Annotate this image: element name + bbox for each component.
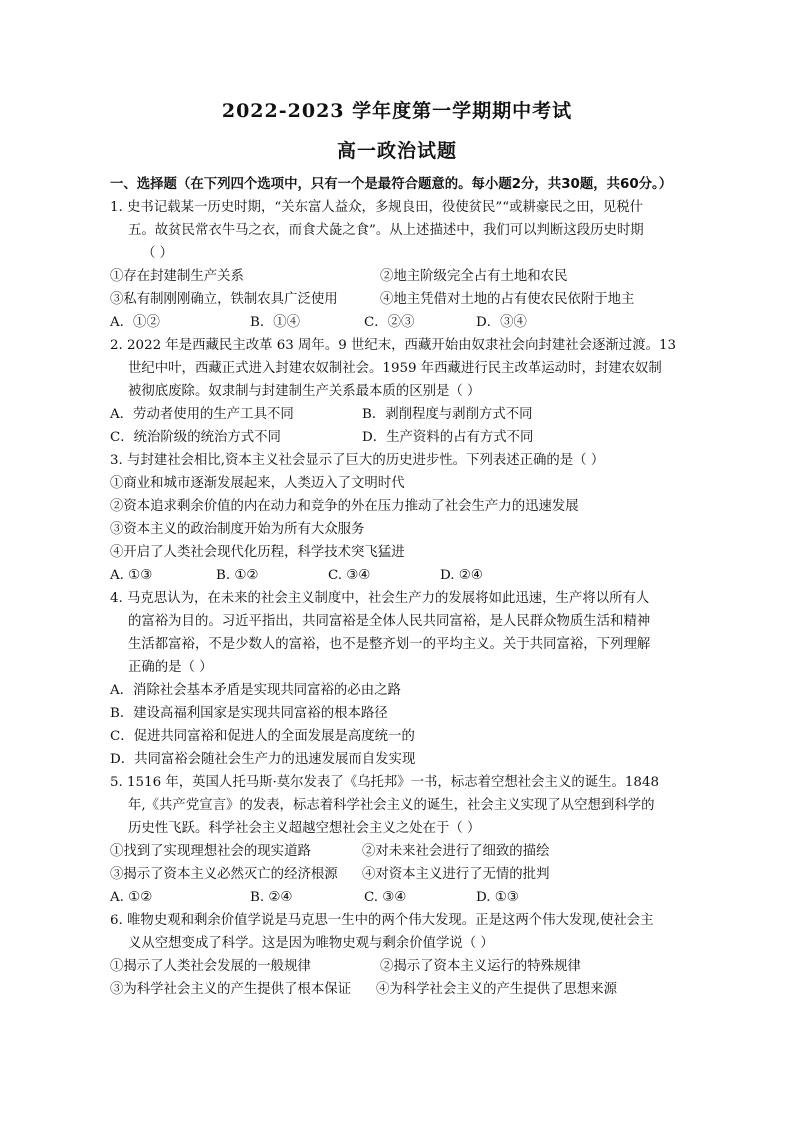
option-b: B．剥削程度与剥削方式不同 [362, 407, 533, 422]
question-text: 1. 史书记载某一历史时期，“关东富人益众，多规良田，役使贫民”“或耕豪民之田，见税什 [110, 200, 644, 215]
option-b: B. ②④ [250, 890, 293, 905]
option-c: C．②③ [364, 315, 415, 330]
option-c: C．统治阶级的统治方式不同 [110, 430, 281, 445]
statement: ①揭示了人类社会发展的一般规律 [110, 959, 311, 974]
option-a: A．①② [110, 315, 160, 330]
option-d: D. ②④ [440, 568, 483, 583]
question-text: 世纪中叶，西藏正式进入封建农奴制社会。1959 年西藏进行民主改革运动时，封建农奴制 [128, 361, 662, 376]
statement: ②对未来社会进行了细致的描绘 [362, 844, 550, 859]
question-text: 的富裕为目的。习近平指出，共同富裕是全体人民共同富裕，是人民群众物质生活和精神 [128, 614, 651, 629]
statement: ③揭示了资本主义必然灭亡的经济根源 [110, 867, 338, 882]
statement: ②地主阶级完全占有土地和农民 [380, 269, 568, 284]
statement: ①存在封建制生产关系 [110, 269, 244, 284]
option-a: A. ①② [110, 890, 153, 905]
option-b: B．①④ [250, 315, 301, 330]
option-a: A．劳动者使用的生产工具不同 [110, 407, 294, 422]
option-a: A. ①③ [110, 568, 153, 583]
question-text: 历史性飞跃。科学社会主义超越空想社会主义之处在于（ ） [128, 821, 481, 836]
statement: ②资本追求剩余价值的内在动力和竞争的外在压力推动了社会生产力的迅速发展 [110, 499, 579, 514]
statement: ③私有制刚刚确立，铁制农具广泛使用 [110, 292, 338, 307]
statement: ②揭示了资本主义运行的特殊规律 [380, 959, 581, 974]
question-text: 被彻底废除。奴隶制与封建制生产关系最本质的区别是（ ） [128, 384, 481, 399]
option-c: C. ③④ [328, 568, 371, 583]
option-d: D. ①③ [476, 890, 519, 905]
statement: ④开启了人类社会现代化历程，科学技术突飞猛进 [110, 545, 405, 560]
question-text: 义从空想变成了科学。这是因为唯物史观与剩余价值学说（ ） [128, 936, 494, 951]
exam-title: 2022-2023 学年度第一学期期中考试 [221, 100, 573, 122]
statement: ①商业和城市逐渐发展起来，人类迈入了文明时代 [110, 476, 405, 491]
question-text: 五。故贫民常衣牛马之衣，而食犬彘之食”。从上述描述中，我们可以判断这段历史时期 [128, 223, 644, 238]
statement: ③资本主义的政治制度开始为所有大众服务 [110, 522, 365, 537]
question-text: 4. 马克思认为，在未来的社会主义制度中，社会生产力的发展将如此迅速，生产将以所有人 [110, 591, 650, 606]
option-b: B．建设高福利国家是实现共同富裕的根本路径 [110, 706, 388, 721]
option-a: A．消除社会基本矛盾是实现共同富裕的必由之路 [110, 683, 401, 698]
question-text: 5. 1516 年，英国人托马斯·莫尔发表了《乌托邦》一书，标志着空想社会主义的诞生。1848 [110, 775, 659, 790]
answer-blank: （ ） [142, 246, 174, 261]
question-text: 2. 2022 年是西藏民主改革 63 周年。9 世纪末，西藏开始由奴隶社会向封建社会逐渐过渡。13 [110, 338, 677, 353]
question-text: 生活都富裕，不是少数人的富裕，也不是整齐划一的平均主义。关于共同富裕，下列理解 [128, 637, 651, 652]
statement: ③为科学社会主义的产生提供了根本保证 [110, 982, 352, 997]
statement: ①找到了实现理想社会的现实道路 [110, 844, 311, 859]
question-text: 正确的是（ ） [128, 660, 213, 675]
question-text: 年,《共产党宣言》的发表，标志着科学社会主义的诞生，社会主义实现了从空想到科学的 [128, 798, 655, 813]
option-d: D．共同富裕会随社会生产力的迅速发展而自发实现 [110, 752, 416, 767]
statement: ④地主凭借对土地的占有使农民依附于地主 [380, 292, 635, 307]
statement: ④对资本主义进行了无情的批判 [362, 867, 550, 882]
exam-subtitle: 高一政治试题 [336, 140, 457, 162]
option-b: B. ①② [216, 568, 259, 583]
section-heading: 一、选择题（在下列四个选项中，只有一个是最符合题意的。每小题2分，共30题，共60分。） [110, 177, 673, 192]
option-d: D．生产资料的占有方式不同 [362, 430, 534, 445]
statement: ④为科学社会主义的产生提供了思想来源 [376, 982, 618, 997]
option-c: C. ③④ [364, 890, 407, 905]
question-text: 3. 与封建社会相比,资本主义社会显示了巨大的历史进步性。下列表述正确的是（ ） [110, 453, 605, 468]
option-c: C．促进共同富裕和促进人的全面发展是高度统一的 [110, 729, 415, 744]
question-text: 6. 唯物史观和剩余价值学说是马克思一生中的两个伟大发现。正是这两个伟大发现,使社会主 [110, 913, 654, 928]
option-d: D．③④ [476, 315, 527, 330]
